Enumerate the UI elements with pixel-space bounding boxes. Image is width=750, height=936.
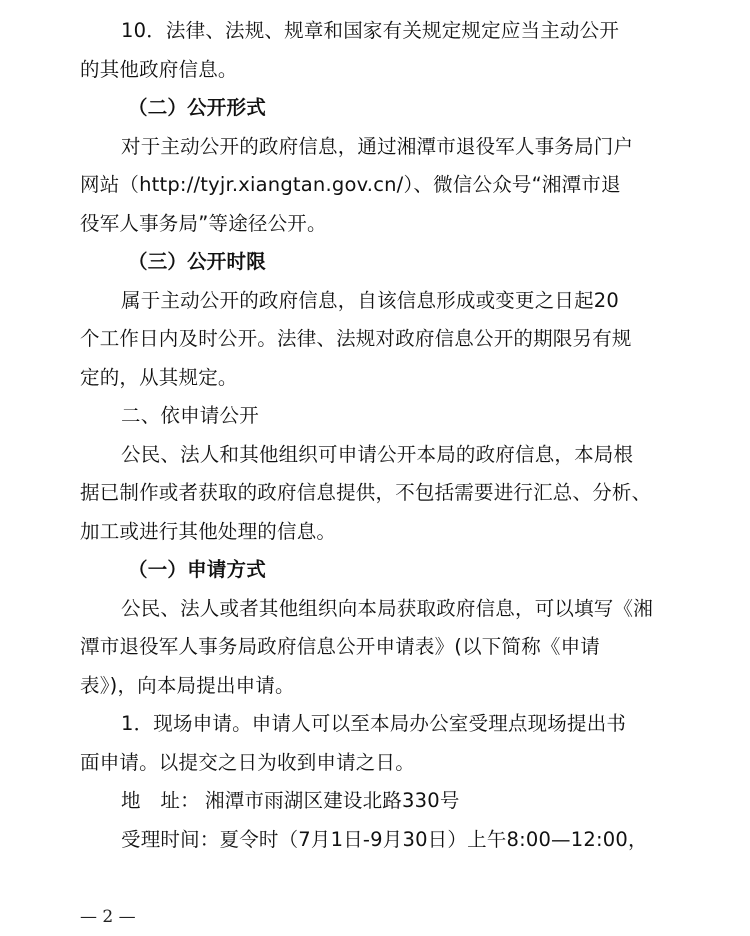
section-heading: （一）申请方式 bbox=[128, 558, 266, 581]
section-heading: （二）公开形式 bbox=[128, 96, 266, 119]
paragraph-line: 属于主动公开的政府信息，自该信息形成或变更之日起20 bbox=[121, 288, 620, 312]
paragraph-line: 役军人事务局”等途径公开。 bbox=[80, 211, 327, 235]
address-label: 地 址： bbox=[121, 789, 200, 812]
office-hours-line: 受理时间：夏令时（7月1日-9月30日）上午8:00—12:00， bbox=[121, 827, 648, 851]
section-title: 二、依申请公开 bbox=[121, 404, 259, 427]
paragraph-line: 公民、法人或者其他组织向本局获取政府信息，可以填写《湘 bbox=[121, 596, 653, 620]
paragraph-line: 对于主动公开的政府信息，通过湘潭市退役军人事务局门户 bbox=[121, 134, 634, 158]
paragraph-line: 个工作日内及时公开。法律、法规对政府信息公开的期限另有规 bbox=[80, 327, 632, 350]
paragraph-line: 加工或进行其他处理的信息。 bbox=[80, 519, 337, 543]
section-heading: （三）公开时限 bbox=[128, 250, 266, 273]
address-value: 湘潭市雨湖区建设北路330号 bbox=[205, 789, 460, 812]
paragraph-line: 潭市退役军人事务局政府信息公开申请表》(以下简称《申请 bbox=[80, 635, 601, 658]
paragraph-line: 网站（http://tyjr.xiangtan.gov.cn/）、微信公众号“湘潭市退 bbox=[80, 173, 621, 196]
paragraph-line: 据已制作或者获取的政府信息提供，不包括需要进行汇总、分析、 bbox=[80, 481, 652, 504]
document-body bbox=[80, 12, 676, 859]
paragraph-line: 1．现场申请。申请人可以至本局办公室受理点现场提出书 bbox=[121, 712, 627, 735]
paragraph-line: 的其他政府信息。 bbox=[80, 57, 238, 81]
paragraph-line: 10．法律、法规、规章和国家有关规定规定应当主动公开 bbox=[121, 19, 620, 42]
page-number: — 2 — bbox=[80, 907, 136, 927]
paragraph-line: 定的，从其规定。 bbox=[80, 365, 238, 389]
address-line bbox=[80, 782, 676, 821]
paragraph-line: 公民、法人和其他组织可申请公开本局的政府信息，本局根 bbox=[121, 442, 634, 466]
paragraph-line: 表》)，向本局提出申请。 bbox=[80, 673, 295, 697]
paragraph-line: 面申请。以提交之日为收到申请之日。 bbox=[80, 750, 415, 774]
